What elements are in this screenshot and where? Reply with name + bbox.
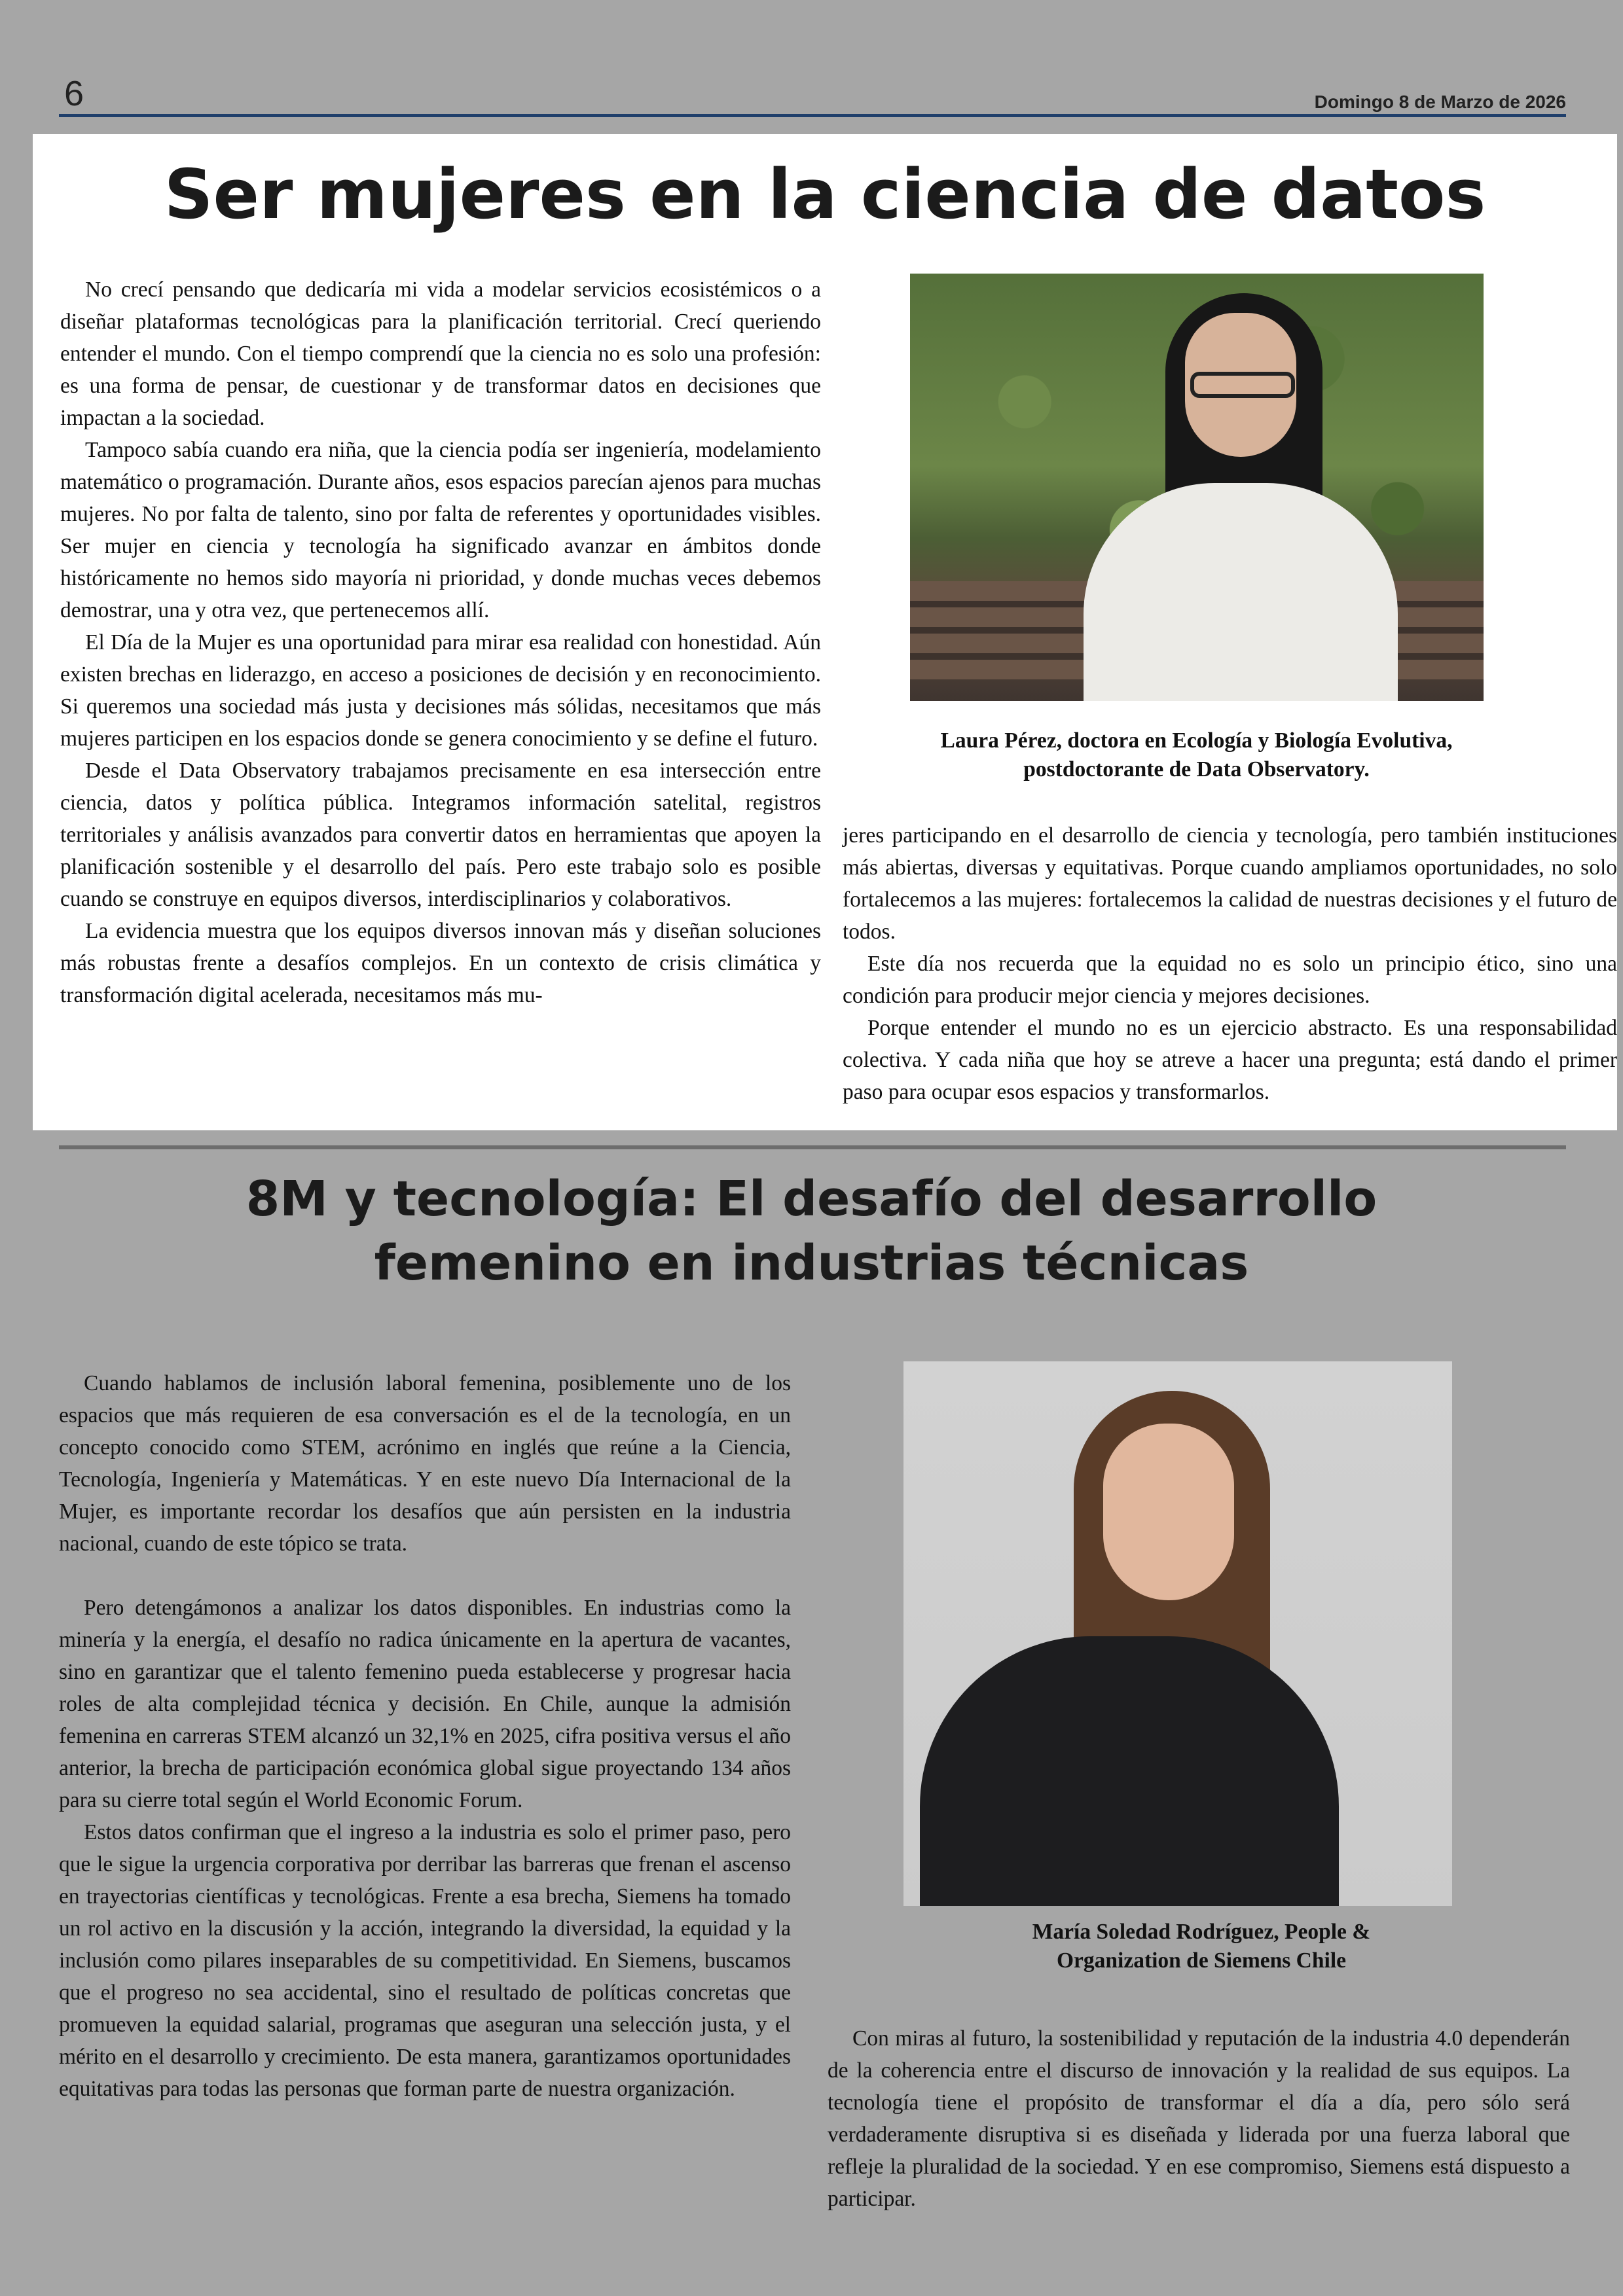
article1-column-left: [60, 274, 821, 1011]
article1-paragraph: Porque entender el mundo no es un ejercicio abstracto. Es una responsabilidad colectiva. Y cada niña que hoy se atreve a hacer una pregunta; está dando el primer paso para ocupar esos espacios y transformarlos.: [843, 1016, 1617, 1104]
caption-line: postdoctorante de Data Observatory.: [1023, 757, 1370, 781]
article1-title: Ser mujeres en la ciencia de datos: [164, 154, 1486, 234]
article2-paragraph: Cuando hablamos de inclusión laboral femenina, posiblemente uno de los espacios que más requieren de esa conversación es el de la tecnología, en un concepto conocido como STEM, acrónimo en inglés que reúne a la Ciencia, Tecnología, Ingeniería y Matemáticas. Y en este nuevo Día Internacional de la Mujer, es importante recordar los desafíos que aún persisten en la industria nacional, cuando de este tópico se trata.: [59, 1371, 791, 1556]
article1-paragraph: Este día nos recuerda que la equidad no es solo un principio ético, sino una condición para producir mejor ciencia y mejores decisiones.: [843, 952, 1617, 1008]
article1-column-right: [843, 819, 1617, 1108]
header-rule: [59, 114, 1566, 117]
article-women-data-science: [33, 134, 1617, 1130]
article2-paragraph: Estos datos confirman que el ingreso a la industria es solo el primer paso, pero que le sigue la urgencia corporativa por derribar las barreras que frenan el ascenso en trayectorias científicas y tecnológicas. Frente a esa brecha, Siemens ha tomado un rol activo en la discusión y la acción, integrando la diversidad, la equidad y la inclusión como pilares inseparables de su competitividad. En Siemens, buscamos que el progreso no sea accidental, sino el resultado de políticas concretas que promueven la equidad salarial, programas que aseguran una selección justa, y el mérito en el desarrollo y crecimiento. De esta manera, garantizamos oportunidades equitativas para todas las personas que forman parte de nuestra organización.: [59, 1820, 791, 2101]
photo-face: [1103, 1424, 1234, 1600]
caption-line: Organization de Siemens Chile: [1056, 1948, 1346, 1973]
article1-paragraph: Desde el Data Observatory trabajamos precisamente en esa intersección entre ciencia, datos y política pública. Integramos información satelital, registros territoriales y análisis avanzados para convertir datos en herramientas que apoyen la planificación sostenible y el desarrollo del país. Pero este trabajo solo es posible cuando se construye en equipos diversos, interdisciplinarios y colaborativos.: [60, 759, 821, 911]
article2-photo-caption: [913, 1918, 1489, 1975]
article2-paragraph: Con miras al futuro, la sostenibilidad y reputación de la industria 4.0 dependerán de la coherencia entre el discurso de innovación y la realidad de sus equipos. La tecnología tiene el propósito de transformar el día a día, pero sólo será verdaderamente disruptiva si es diseñada y liderada por una fuerza laboral que refleje la pluralidad de la sociedad. Y en ese compromiso, Siemens está dispuesto a participar.: [828, 2026, 1570, 2211]
publication-date: Domingo 8 de Marzo de 2026: [1314, 92, 1566, 112]
caption-line: Laura Pérez, doctora en Ecología y Biología Evolutiva,: [940, 728, 1453, 753]
page-number: 6: [64, 74, 84, 113]
article2-column-right: [828, 2022, 1570, 2215]
photo-sweater: [1084, 483, 1398, 701]
article1-photo-caption: [854, 726, 1539, 784]
photo-glasses: [1190, 372, 1295, 398]
article1-paragraph: No crecí pensando que dedicaría mi vida a modelar servicios ecosistémicos o a diseñar plataformas tecnológicas para la planificación territorial. Crecí queriendo entender el mundo. Con el tiempo comprendí que la ciencia no es solo una profesión: es una forma de pensar, de cuestionar y de transformar datos en decisiones que impactan a la sociedad.: [60, 278, 821, 430]
portrait-photo-maria-soledad-rodriguez: [903, 1361, 1452, 1906]
article1-paragraph: La evidencia muestra que los equipos diversos innovan más y diseñan soluciones más robustas frente a desafíos complejos. En un contexto de crisis climática y transformación digital acelerada, necesitamos más mu-: [60, 919, 821, 1007]
caption-line: María Soledad Rodríguez, People &: [1032, 1920, 1371, 1944]
article2-title-line: 8M y tecnología: El desafío del desarrollo: [246, 1171, 1377, 1227]
article2-title-line: femenino en industrias técnicas: [374, 1235, 1249, 1291]
article2-paragraph: Pero detengámonos a analizar los datos disponibles. En industrias como la minería y la energía, el desafío no radica únicamente en la apertura de vacantes, sino en garantizar que el talento femenino pueda establecerse y progresar hacia roles de alta complejidad técnica y decisión. En Chile, aunque la admisión femenina en carreras STEM alcanzó un 32,1% en 2025, cifra positiva versus el año anterior, la brecha de participación económica global sigue proyectando 134 años para su cierre total según el World Economic Forum.: [59, 1596, 791, 1812]
article1-paragraph: Tampoco sabía cuando era niña, que la ciencia podía ser ingeniería, modelamiento matemático o programación. Durante años, esos espacios parecían ajenos para muchas mujeres. No por falta de talento, sino por falta de referentes y oportunidades visibles. Ser mujer en ciencia y tecnología ha significado avanzar en ámbitos donde históricamente no hemos sido mayoría ni prioridad, y donde muchas veces debemos demostrar, una y otra vez, que pertenecemos allí.: [60, 438, 821, 622]
article2-column-left: [59, 1367, 791, 2105]
article1-paragraph: jeres participando en el desarrollo de ciencia y tecnología, pero también instituciones más abiertas, diversas y equitativas. Porque cuando ampliamos oportunidades, no solo fortalecemos a las mujeres: fortalecemos la calidad de nuestras decisiones y el futuro de todos.: [843, 823, 1617, 944]
photo-jacket: [920, 1636, 1339, 1906]
portrait-photo-laura-perez: [910, 274, 1484, 701]
article1-paragraph: El Día de la Mujer es una oportunidad para mirar esa realidad con honestidad. Aún existen brechas en liderazgo, en acceso a posiciones de decisión y en reconocimiento. Si queremos una sociedad más justa y decisiones más sólidas, necesitamos que más mujeres participen en los espacios donde se genera conocimiento y se define el futuro.: [60, 630, 821, 751]
section-divider: [59, 1145, 1566, 1149]
article2-title: [0, 1167, 1623, 1295]
